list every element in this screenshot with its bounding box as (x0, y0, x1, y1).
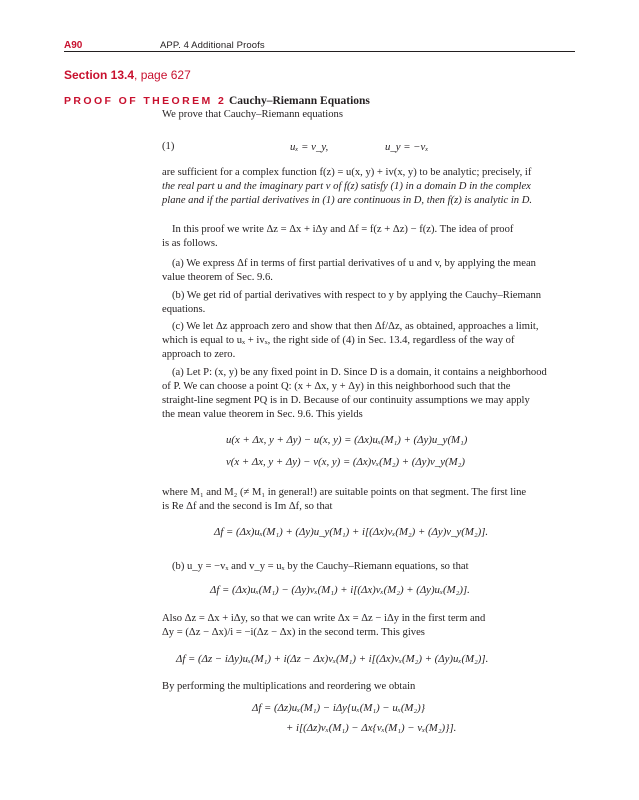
sufficiency-line-1: are sufficient for a complex function f(z) = u(x, y) + iv(x, y) to be analytic; precisely, if (162, 167, 532, 178)
step-a-line-2: value theorem of Sec. 9.6. (162, 272, 273, 283)
running-head: APP. 4 Additional Proofs (160, 40, 265, 51)
idea-line-2: is as follows. (162, 238, 218, 249)
sufficiency-line-3: plane and if the partial derivatives in (1) are continuous in D, then f(z) is analytic in D. (162, 195, 533, 206)
step-b-line-2: equations. (162, 304, 206, 315)
idea-line-1: In this proof we write Δz = Δx + iΔy and Δf = f(z + Δz) − f(z). The idea of proof (172, 224, 514, 235)
eq1-left: uₓ = v_y, (290, 141, 329, 153)
sufficiency-line-2: the real part u and the imaginary part v of f(z) satisfy (1) in a domain D in the complex (162, 181, 531, 192)
part-a-line-4: the mean value theorem in Sec. 9.6. This yields (162, 409, 363, 420)
part-b-line: (b) u_y = −vₓ and v_y = uₓ by the Cauchy–Riemann equations, so that (172, 561, 469, 572)
points-line-1: where M₁ and M₂ (≠ M₁ in general!) are suitable points on that segment. The first line (162, 487, 527, 498)
theorem-title: Cauchy–Riemann Equations (229, 95, 370, 107)
page-number: A90 (64, 40, 83, 51)
part-a-line-1: (a) Let P: (x, y) be any fixed point in D. Since D is a domain, it contains a neighborhood (172, 367, 547, 378)
multiplication-line: By performing the multiplications and reordering we obtain (162, 681, 416, 692)
eq-delta-f-4-line-1: Δf = (Δz)uₓ(M₁) − iΔy{uₓ(M₁) − uₓ(M₂)} (252, 702, 426, 714)
step-c-line-1: (c) We let Δz approach zero and show that then Δf/Δz, as obtained, approaches a limit, (172, 321, 539, 332)
eq-u-difference: u(x + Δx, y + Δy) − u(x, y) = (Δx)uₓ(M₁) + (Δy)u_y(M₁) (226, 434, 468, 446)
section-page: , page 627 (134, 68, 191, 82)
eq1-right: u_y = −vₓ (385, 141, 429, 153)
also-line-2: Δy = (Δz − Δx)/i = −i(Δz − Δx) in the second term. This gives (162, 627, 425, 638)
section-heading (64, 68, 191, 82)
part-a-line-3: straight-line segment PQ is in D. Because of our continuity assumptions we may apply (162, 395, 530, 406)
eq-delta-f-1: Δf = (Δx)uₓ(M₁) + (Δy)u_y(M₁) + i[(Δx)vₓ(M₂) + (Δy)v_y(M₂)]. (214, 526, 489, 538)
step-c-line-2: which is equal to uₓ + ivₓ, the right side of (4) in Sec. 13.4, regardless of the way of (162, 335, 515, 346)
points-line-2: is Re Δf and the second is Im Δf, so that (162, 501, 333, 512)
step-c-line-3: approach to zero. (162, 349, 236, 360)
eq1-number: (1) (162, 141, 175, 152)
part-a-line-2: of P. We can choose a point Q: (x + Δx, y + Δy) in this neighborhood such that the (162, 381, 511, 392)
header-rule (64, 51, 575, 52)
eq-delta-f-3: Δf = (Δz − iΔy)uₓ(M₁) + i(Δz − Δx)vₓ(M₁) + i[(Δx)vₓ(M₂) + (Δy)uₓ(M₂)]. (176, 653, 489, 665)
proof-heading: PROOF OF THEOREM 2 (64, 95, 227, 107)
eq-v-difference: v(x + Δx, y + Δy) − v(x, y) = (Δx)vₓ(M₂) + (Δy)v_y(M₂) (226, 456, 465, 468)
also-line-1: Also Δz = Δx + iΔy, so that we can write Δx = Δz − iΔy in the first term and (162, 613, 486, 624)
eq-delta-f-4-line-2: + i[(Δz)vₓ(M₁) − Δx{vₓ(M₁) − vₓ(M₂)}]. (286, 722, 457, 734)
intro-text: We prove that Cauchy–Riemann equations (162, 109, 343, 120)
step-a-line-1: (a) We express Δf in terms of first partial derivatives of u and v, by applying the mean (172, 258, 536, 269)
section-label: Section 13.4 (64, 68, 135, 82)
eq-delta-f-2: Δf = (Δx)uₓ(M₁) − (Δy)vₓ(M₁) + i[(Δx)vₓ(M₂) + (Δy)uₓ(M₂)]. (210, 584, 470, 596)
step-b-line-1: (b) We get rid of partial derivatives with respect to y by applying the Cauchy–Riemann (172, 290, 542, 301)
